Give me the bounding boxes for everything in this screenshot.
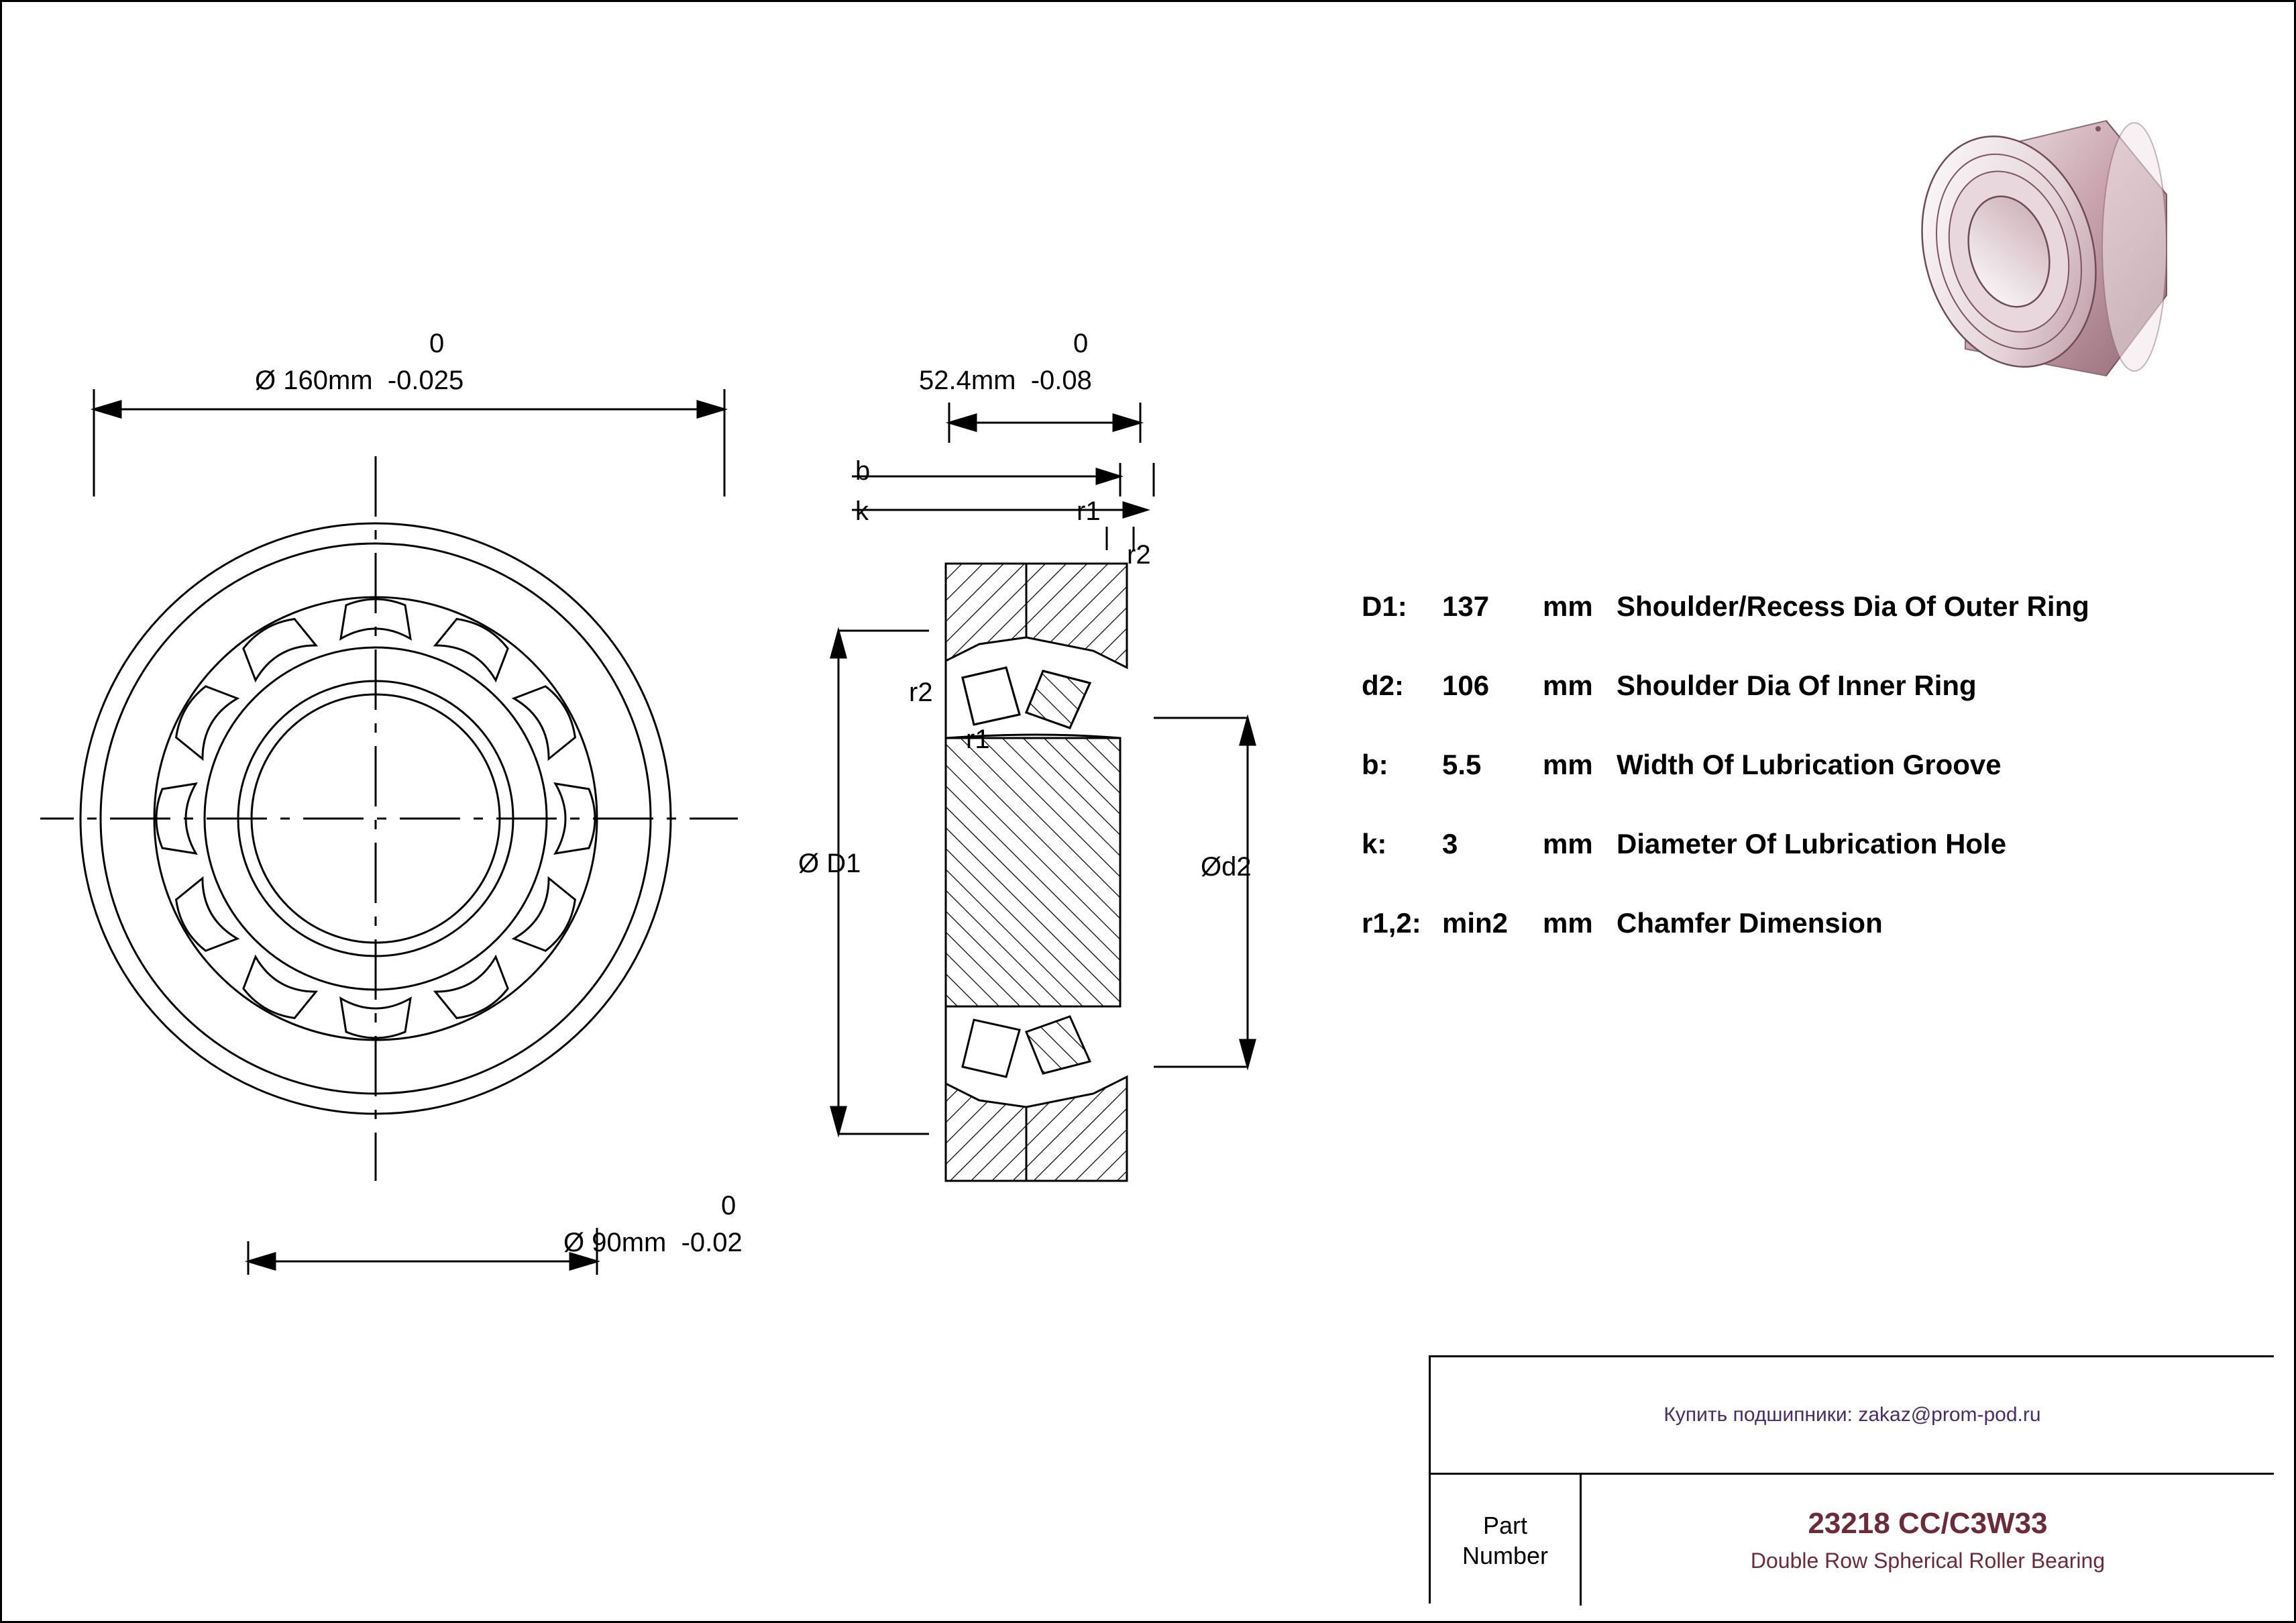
label-k: k xyxy=(855,496,869,526)
spec-symbol: b: xyxy=(1362,749,1388,780)
spec-row xyxy=(1362,590,2254,623)
label-r1-top: r1 xyxy=(1077,496,1101,526)
label-b: b xyxy=(855,456,871,486)
spec-row xyxy=(1362,670,2254,702)
spec-value: min2 xyxy=(1442,907,1509,939)
spec-value: 106 xyxy=(1442,670,1490,701)
spec-symbol: k: xyxy=(1362,828,1387,859)
spec-description: Diameter Of Lubrication Hole xyxy=(1617,828,2007,859)
label-r2-left: r2 xyxy=(909,678,933,707)
part-number-label xyxy=(1431,1475,1582,1606)
spec-unit: mm xyxy=(1543,590,1593,622)
label-D1: Ø D1 xyxy=(798,849,861,878)
section-width-dimension xyxy=(939,389,1154,443)
label-d2: Ød2 xyxy=(1201,852,1252,882)
spec-value: 3 xyxy=(1442,828,1458,859)
spec-symbol: D1: xyxy=(1362,590,1407,622)
title-block xyxy=(1429,1355,2274,1604)
spec-unit: mm xyxy=(1543,670,1593,701)
bore-dim-tolerance: 0 xyxy=(721,1191,736,1220)
spec-row xyxy=(1362,828,2254,860)
spec-description: Width Of Lubrication Groove xyxy=(1617,749,2002,780)
part-number-value: 23218 CC/C3W33 xyxy=(1808,1507,2048,1540)
spec-row xyxy=(1362,907,2254,939)
spec-symbol: r1,2: xyxy=(1362,907,1421,939)
spec-unit: mm xyxy=(1543,907,1593,939)
spec-value: 137 xyxy=(1442,590,1490,622)
section-width-tolerance: 0 xyxy=(1073,329,1089,358)
part-description: Double Row Spherical Roller Bearing xyxy=(1750,1549,2106,1573)
outer-dim-extension-lines xyxy=(40,403,778,496)
specification-list xyxy=(1362,590,2254,986)
outer-dim-text: Ø 160mm -0.025 xyxy=(255,366,464,395)
bearing-3d-render xyxy=(1885,94,2234,443)
spec-row xyxy=(1362,749,2254,781)
part-info xyxy=(1582,1475,2274,1606)
d2-dimension xyxy=(1140,704,1274,1080)
spec-description: Shoulder/Recess Dia Of Outer Ring xyxy=(1617,590,2089,622)
spec-value: 5.5 xyxy=(1442,749,1482,780)
spec-symbol: d2: xyxy=(1362,670,1404,701)
label-r1-left: r1 xyxy=(966,725,990,754)
spec-unit: mm xyxy=(1543,828,1593,859)
title-block-lower xyxy=(1431,1475,2274,1606)
outer-dim-tolerance: 0 xyxy=(429,329,445,358)
D1-dimension xyxy=(812,617,932,1147)
label-r2-top: r2 xyxy=(1127,540,1151,570)
bore-dim-text: Ø 90mm -0.02 xyxy=(563,1228,743,1257)
section-width-text: 52.4mm -0.08 xyxy=(919,366,1092,395)
spec-description: Shoulder Dia Of Inner Ring xyxy=(1617,670,1977,701)
part-label-line1: Part xyxy=(1482,1511,1528,1539)
email-note: Купить подшипники: zakaz@prom-pod.ru xyxy=(1431,1357,2274,1475)
part-label-line2: Number xyxy=(1462,1541,1549,1569)
b-k-dimension-leaders xyxy=(838,456,1174,550)
spec-unit: mm xyxy=(1543,749,1593,780)
spec-description: Chamfer Dimension xyxy=(1617,907,1883,939)
